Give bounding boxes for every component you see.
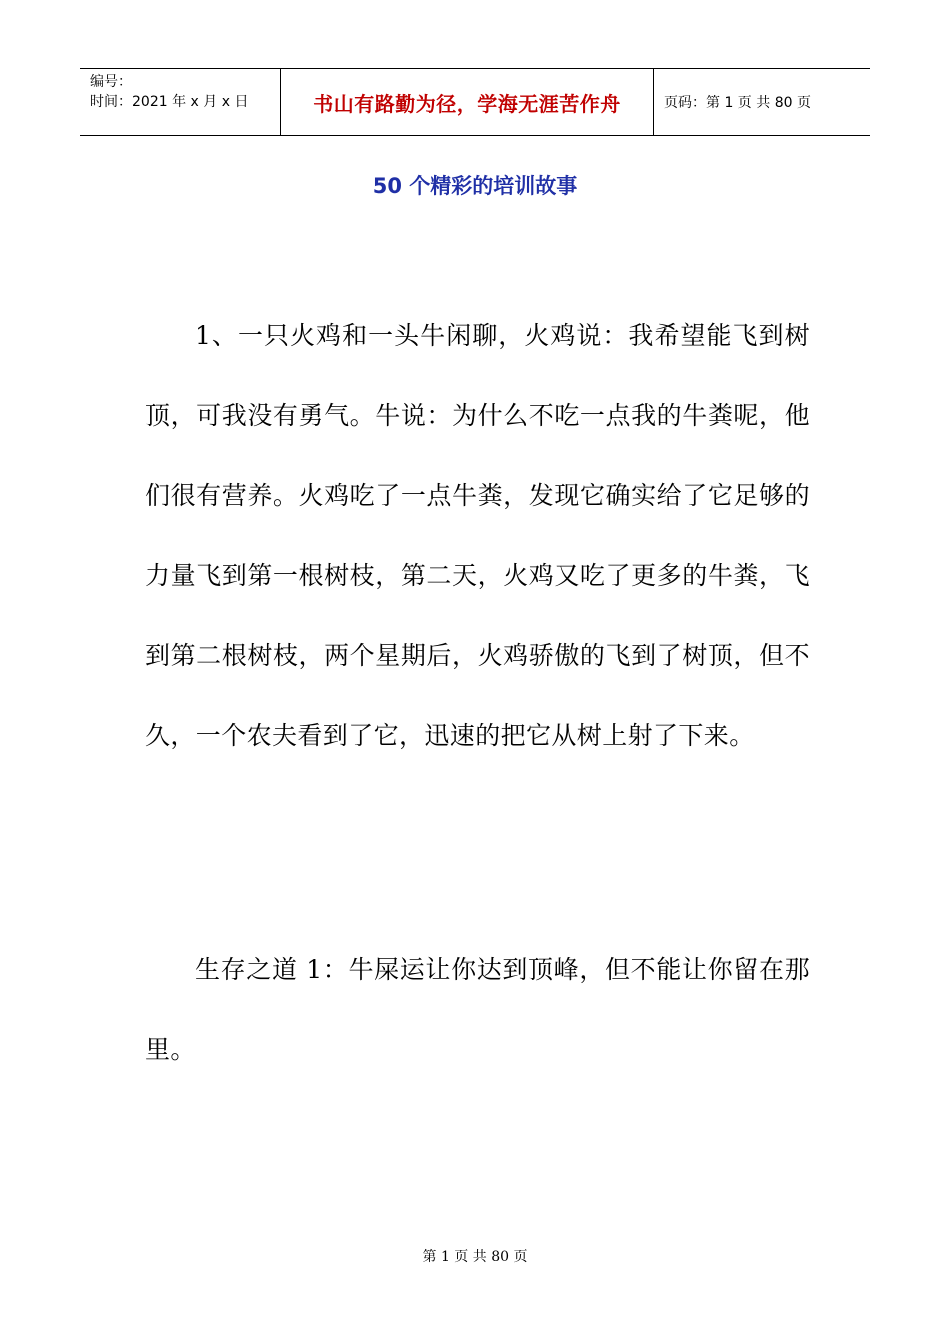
- header-meta-cell: [80, 69, 281, 135]
- page-footer: 第 1 页 共 80 页: [422, 1249, 528, 1265]
- document-number-label: 编号：: [90, 74, 132, 90]
- document-header: [80, 68, 870, 136]
- header-motto: 书山有路勤为径，学海无涯苦作舟: [281, 69, 654, 135]
- header-page-info: 页码：第 1 页 共 80 页: [664, 95, 811, 111]
- moral-paragraph: 生存之道 1：牛屎运让你达到顶峰，但不能让你留在那里。: [145, 955, 810, 1064]
- document-title: 50 个精彩的培训故事: [372, 174, 578, 198]
- document-time-label: 时间：2021 年 x 月 x 日: [90, 94, 249, 110]
- story-paragraph: 1、一只火鸡和一头牛闲聊，火鸡说：我希望能飞到树顶，可我没有勇气。牛说：为什么不吃一点我的牛粪呢，他们很有营养。火鸡吃了一点牛粪，发现它确实给了它足够的力量飞到第一根树枝，第二天，火鸡又吃了更多的牛粪，飞到第二根树枝，两个星期后，火鸡骄傲的飞到了树顶，但不久，一个农夫看到了它，迅速的把它从树上射了下来。: [145, 321, 810, 750]
